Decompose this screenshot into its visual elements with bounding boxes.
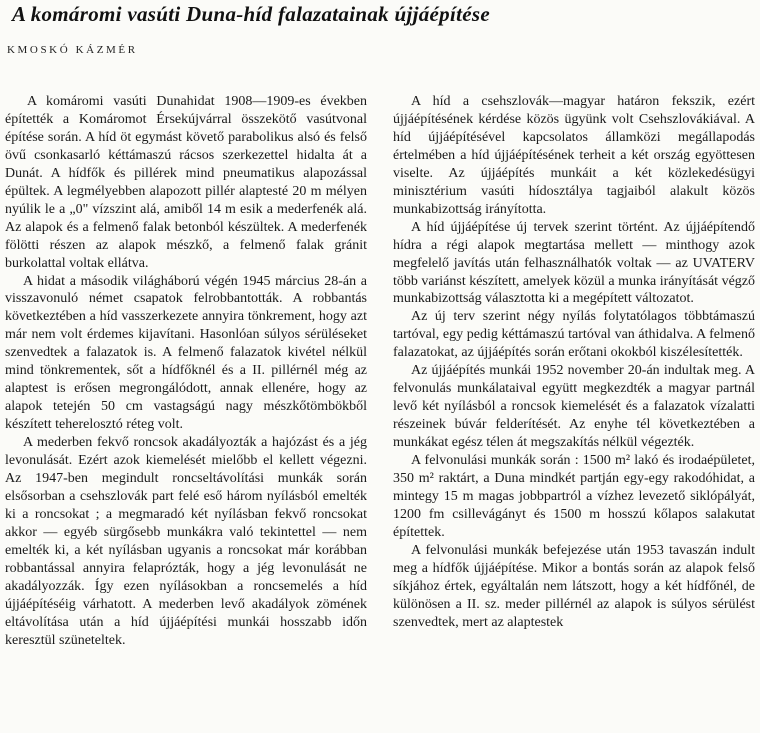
paragraph: A mederben fekvő roncsok akadályozták a hajózást és a jég levonulását. Ezért azok kiemelését mielőbb el kellett végezni. Az 1947-ben megindult roncseltávolítási munkák során elsősorban a csehszlovák part felé eső három nyílásból emelték ki a roncsokat ; a megmaradó két nyílásban fekvő roncsokat akkor — egyéb sürgősebb munkákra való tekintettel — nem emelték ki, a két nyílásban ugyanis a roncsokat már korábban robbantással annyira felaprózták, hogy a jég levonulását ne akadályozzák. Így ezen nyílásokban a roncsemelés a híd újjáépítéséig várhatott. A mederben levő akadályok zömének eltávolítása után a híd újjáépítési munkái hosszabb időn keresztül szüneteltek. (5, 435, 367, 648)
paragraph: A hidat a második világháború végén 1945 március 28-án a visszavonuló német csapatok felrobbantották. A robbantás következtében a híd vasszerkezete annyira tönkrement, hogy azt már nem volt érdemes kijavítani. Hasonlóan súlyos sérüléseket szenvedtek a falazatok is. A felmenő falazatok kivétel nélkül mind tönkrementek, sőt a hídfőknél és a II. pillérnél még az alaptest is erősen megrongálódott, annak ellenére, hogy az alapok tetején 50 cm vastagságú nagy mészkőtömbökből készített teherelosztó réteg volt. (5, 273, 367, 433)
left-text-column (5, 93, 367, 733)
article-author: KMOSKÓ KÁZMÉR (7, 44, 138, 56)
paragraph: A híd újjáépítése új tervek szerint történt. Az újjáépítendő hídra a régi alapok megtartása mellett — minthogy azok megfelelő javítás után felhasználhatók voltak — az UVATERV több variánst készített, amelyek közül a munka irányítását végző munkabizottság választotta ki a megépített változatot. (393, 219, 755, 307)
paragraph: A komáromi vasúti Dunahidat 1908—1909-es években építették a Komáromot Érsekújvárral összekötő vasútvonal építése során. A híd öt egymást követő parabolikus alsó és felső övű csonkasarló kéttámaszú rácsos szerkezettel hidalta át a Dunát. A hídfők és pillérek mind pneumatikus alapozással épültek. A legmélyebben alapozott pillér alaptesté 20 m mélyen nyúlik le a „0" vízszint alá, amiből 14 m esik a mederfenék alá. Az alapok és a felmenő falak betonból készültek. A mederfenék fölötti részen az alapok mészkő, a felmenő falak gránit burkolattal voltak ellátva. (5, 94, 367, 271)
paragraph: Az újjáépítés munkái 1952 november 20-án indultak meg. A felvonulás munkálataival együtt megkezdték a magyar partnál levő két nyílásból a roncsok kiemelését és a falazatok vízalatti részeinek búvár felderítését. Az enyhe tél következtében a munkákat egész télen át megszakítás nélkül végezték. (393, 363, 755, 451)
right-text-column (393, 93, 755, 733)
article-title: A komáromi vasúti Duna-híd falazatainak újjáépítése (12, 2, 490, 26)
paragraph: A felvonulási munkák befejezése után 1953 tavaszán indult meg a hídfők újjáépítése. Mikor a bontás során az alapok felső síkjához értek, egyáltalán nem látszott, hogy a két hídfőnél, de különösen a II. sz. meder pillérnél az alapok is súlyos sérülést szenvedtek, mert az alaptestek (393, 542, 755, 630)
paragraph: A felvonulási munkák során : 1500 m² lakó és irodaépületet, 350 m² raktárt, a Duna mindkét partján egy-egy rakodóhidat, a mintegy 15 m magas jobbpartról a vízhez levezető siklópályát, 1200 fm csillevágányt és 1500 m hosszú kőlapos salakutat építettek. (393, 453, 755, 540)
paragraph: A híd a csehszlovák—magyar határon fekszik, ezért újjáépítésének kérdése közös ügyünk volt Csehszlovákiával. A híd újjáépítésével kapcsolatos államközi megállapodás értelmében a híd újjáépítésének terheit a két ország egyöttesen viselte. Az újjáépítés munkáit a két közlekedésügyi minisztérium vasúti hídosztálya tagjaiból alakult közös munkabizottság irányította. (393, 94, 755, 217)
paragraph: Az új terv szerint négy nyílás folytatólagos többtámaszú tartóval, egy pedig kéttámaszú tartóval van áthidalva. A felmenő falazatokat, az újjáépítés során erőtani okokból kiszélesítették. (393, 309, 755, 361)
